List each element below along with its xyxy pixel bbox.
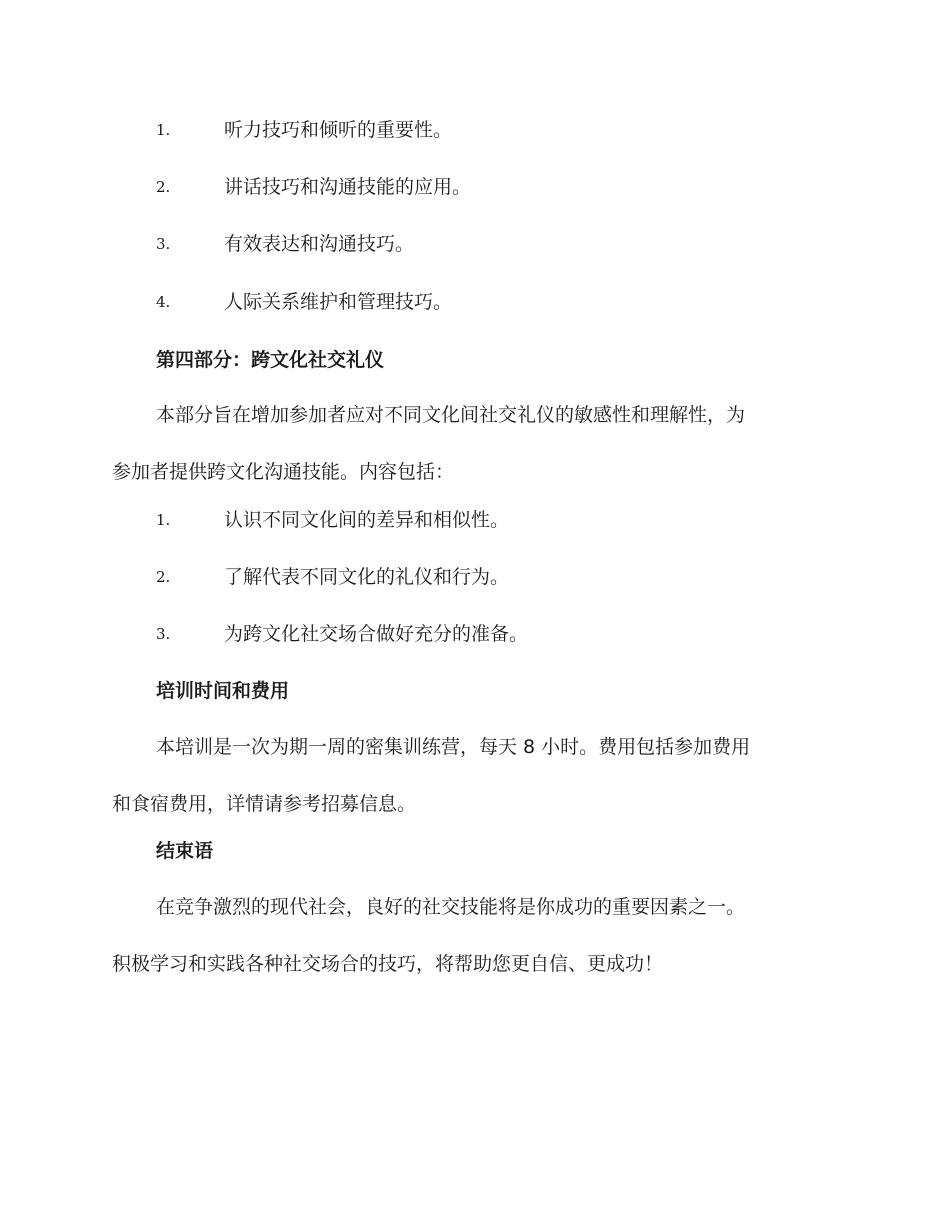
list-item	[0, 173, 950, 203]
paragraph-line: 参加者提供跨文化沟通技能。内容包括：	[112, 461, 455, 483]
list-item	[0, 563, 950, 593]
list-text: 了解代表不同文化的礼仪和行为。	[224, 566, 510, 588]
paragraph-line: 本部分旨在增加参加者应对不同文化间社交礼仪的敏感性和理解性，为	[156, 404, 746, 426]
list-item	[0, 230, 950, 260]
list-item	[0, 620, 950, 650]
list-number: 3.	[156, 235, 171, 253]
paragraph-line: 在竞争激烈的现代社会，良好的社交技能将是你成功的重要因素之一。	[156, 896, 746, 918]
list-item	[0, 288, 950, 318]
list-number: 1.	[156, 511, 171, 529]
section-heading: 结束语	[156, 840, 214, 862]
list-text: 听力技巧和倾听的重要性。	[224, 119, 453, 141]
list-text: 人际关系维护和管理技巧。	[224, 291, 453, 313]
section-heading: 第四部分：跨文化社交礼仪	[156, 349, 385, 371]
section-paragraph	[112, 879, 832, 993]
list-number: 2.	[156, 568, 171, 586]
paragraph-line: 本培训是一次为期一周的密集训练营，每天 8 小时。费用包括参加费用	[156, 736, 751, 758]
list-number: 1.	[156, 121, 171, 139]
list-number: 4.	[156, 293, 171, 311]
list-item	[0, 116, 950, 146]
paragraph-line: 积极学习和实践各种社交场合的技巧，将帮助您更自信、更成功！	[112, 953, 664, 975]
list-number: 3.	[156, 625, 171, 643]
list-text: 为跨文化社交场合做好充分的准备。	[224, 623, 529, 645]
section-paragraph	[112, 387, 832, 501]
list-text: 有效表达和沟通技巧。	[224, 233, 415, 255]
paragraph-line: 和食宿费用，详情请参考招募信息。	[112, 793, 417, 815]
section-heading: 培训时间和费用	[156, 680, 290, 702]
list-item	[0, 506, 950, 536]
list-text: 讲话技巧和沟通技能的应用。	[224, 176, 472, 198]
list-number: 2.	[156, 178, 171, 196]
list-text: 认识不同文化间的差异和相似性。	[224, 509, 510, 531]
section-paragraph	[112, 719, 832, 833]
